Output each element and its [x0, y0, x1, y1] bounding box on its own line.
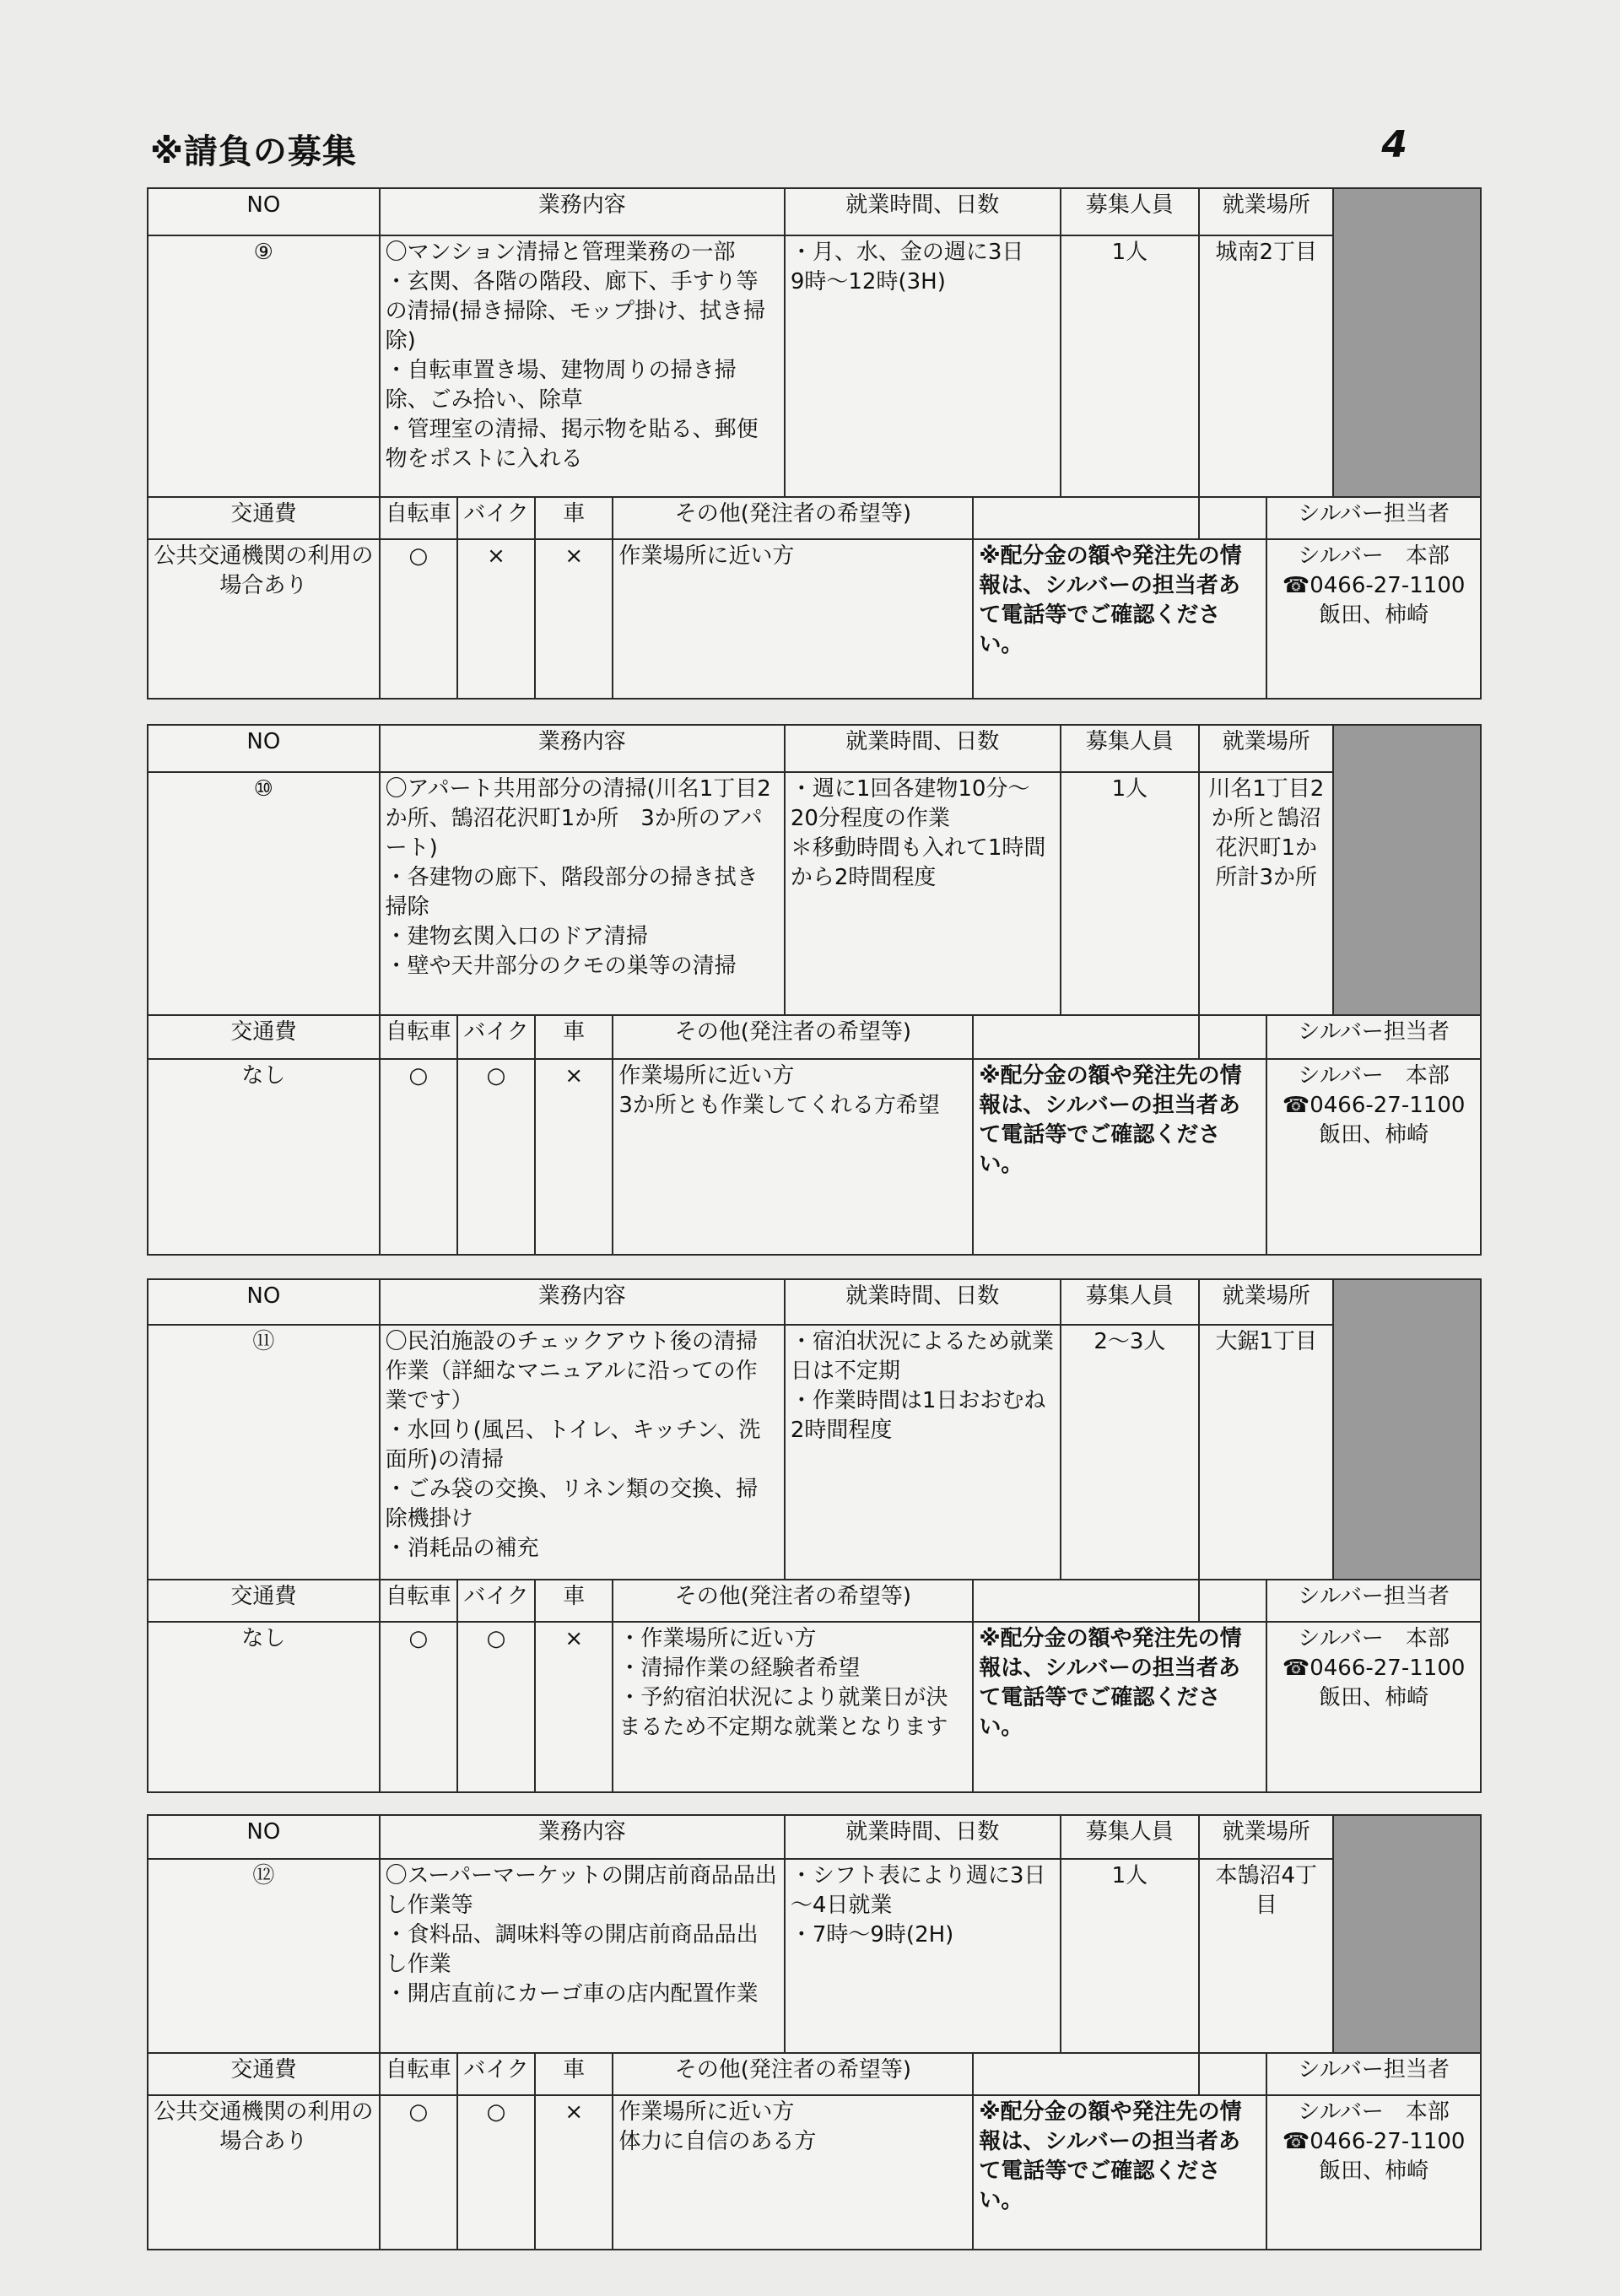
header-hours: 就業時間、日数 [785, 1815, 1061, 1859]
other-requests [613, 1059, 973, 1255]
job-number: ⑫ [148, 1859, 380, 2053]
transport-value: なし [148, 1059, 380, 1255]
header-no: NO [148, 1279, 380, 1325]
header-car: 車 [535, 497, 613, 539]
job-table-11 [147, 1278, 1482, 1793]
people-count: 1人 [1061, 1859, 1199, 2053]
header-no: NO [148, 1815, 380, 1859]
job-table-9 [147, 187, 1482, 700]
other-requests [613, 2095, 973, 2250]
contact-phone: ☎0466-27-1100 [1282, 2129, 1466, 2154]
shaded-cell [1333, 1815, 1481, 2053]
header-bicycle: 自転車 [380, 1015, 457, 1059]
work-place: 城南2丁目 [1199, 235, 1333, 497]
work-line: ・管理室の清掃、掲示物を貼る、郵便物をポストに入れる [385, 417, 759, 472]
transport-value: 公共交通機関の利用の場合あり [148, 539, 380, 699]
header-staff: シルバー担当者 [1266, 497, 1481, 539]
hours-line: ・7時～9時(2H) [790, 1922, 954, 1948]
shaded-cell [1333, 725, 1481, 1015]
work-line: ・消耗品の補充 [385, 1536, 539, 1561]
hours-line: ・シフト表により週に3日～4日就業 [790, 1863, 1046, 1918]
header-car: 車 [535, 2053, 613, 2095]
work-line: ・ごみ袋の交換、リネン類の交換、掃除機掛け [385, 1477, 759, 1532]
car-mark: × [535, 539, 613, 699]
notice-text: ※配分金の額や発注先の情報は、シルバーの担当者あて電話等でご確認ください。 [973, 2095, 1266, 2250]
car-mark: × [535, 2095, 613, 2250]
bicycle-mark: ○ [380, 539, 457, 699]
job-table-10 [147, 724, 1482, 1256]
header-other: その他(発注者の希望等) [613, 2053, 973, 2095]
header-people: 募集人員 [1061, 1815, 1199, 1859]
contact-names: 飯田、柿崎 [1319, 1685, 1429, 1710]
header-people: 募集人員 [1061, 1279, 1199, 1325]
people-count: 1人 [1061, 772, 1199, 1015]
request-line: 作業場所に近い方 [618, 543, 795, 569]
contact-names: 飯田、柿崎 [1319, 1122, 1429, 1148]
work-place: 本鵠沼4丁目 [1199, 1859, 1333, 2053]
job-number: ⑩ [148, 772, 380, 1015]
header-other: その他(発注者の希望等) [613, 1015, 973, 1059]
work-line: ・建物玄関入口のドア清掃 [385, 924, 648, 949]
notice-text: ※配分金の額や発注先の情報は、シルバーの担当者あて電話等でご確認ください。 [973, 1059, 1266, 1255]
work-line: ・玄関、各階の階段、廊下、手すり等の清掃(掃き掃除、モップ掛け、拭き掃除) [385, 269, 765, 354]
request-line: 3か所とも作業してくれる方希望 [618, 1093, 940, 1118]
car-mark: × [535, 1622, 613, 1792]
contact-info [1266, 1059, 1481, 1255]
contact-info [1266, 539, 1481, 699]
work-line: 〇民泊施設のチェックアウト後の清掃作業（詳細なマニュアルに沿っての作業です） [385, 1329, 758, 1413]
header-place: 就業場所 [1199, 188, 1333, 235]
contact-phone: ☎0466-27-1100 [1282, 573, 1466, 598]
work-content [380, 1859, 785, 2053]
request-line: ・作業場所に近い方 [618, 1626, 817, 1651]
header-hours: 就業時間、日数 [785, 188, 1061, 235]
bicycle-mark: ○ [380, 1059, 457, 1255]
header-people: 募集人員 [1061, 188, 1199, 235]
transport-value: 公共交通機関の利用の場合あり [148, 2095, 380, 2250]
header-other: その他(発注者の希望等) [613, 497, 973, 539]
bicycle-mark: ○ [380, 1622, 457, 1792]
contact-office: シルバー 本部 [1298, 1626, 1450, 1651]
contact-names: 飯田、柿崎 [1319, 2158, 1429, 2184]
header-motorbike: バイク [457, 2053, 535, 2095]
motorbike-mark: ○ [457, 2095, 535, 2250]
work-line: ・水回り(風呂、トイレ、キッチン、洗面所)の清掃 [385, 1418, 761, 1472]
header-hours: 就業時間、日数 [785, 725, 1061, 772]
contact-info [1266, 1622, 1481, 1792]
bicycle-mark: ○ [380, 2095, 457, 2250]
header-transport: 交通費 [148, 1580, 380, 1622]
page-title: ※請負の募集 [150, 132, 357, 171]
contact-info [1266, 2095, 1481, 2250]
work-line: 〇スーパーマーケットの開店前商品品出し作業等 [385, 1863, 777, 1918]
page-header [150, 125, 1407, 176]
work-line: ・自転車置き場、建物周りの掃き掃除、ごみ拾い、除草 [385, 358, 737, 413]
shaded-cell [1333, 188, 1481, 497]
work-place: 大鋸1丁目 [1199, 1325, 1333, 1580]
contact-office: シルバー 本部 [1298, 1063, 1450, 1089]
hours-line: ・週に1回各建物10分～20分程度の作業 [790, 776, 1030, 831]
header-place: 就業場所 [1199, 725, 1333, 772]
work-content [380, 235, 785, 497]
work-line: ・各建物の廊下、階段部分の掃き拭き掃除 [385, 865, 759, 920]
header-motorbike: バイク [457, 1580, 535, 1622]
header-motorbike: バイク [457, 1015, 535, 1059]
hours-line: ＊移動時間も入れて1時間から2時間程度 [790, 835, 1046, 890]
header-place: 就業場所 [1199, 1815, 1333, 1859]
header-no: NO [148, 725, 380, 772]
contact-names: 飯田、柿崎 [1319, 602, 1429, 628]
job-number: ⑪ [148, 1325, 380, 1580]
request-line: 体力に自信のある方 [618, 2129, 817, 2154]
people-count: 1人 [1061, 235, 1199, 497]
request-line: ・予約宿泊状況により就業日が決まるため不定期な就業となります [618, 1685, 948, 1740]
contact-phone: ☎0466-27-1100 [1282, 1093, 1466, 1118]
header-work: 業務内容 [380, 1279, 785, 1325]
request-line: ・清掃作業の経験者希望 [618, 1656, 861, 1681]
contact-office: シルバー 本部 [1298, 2099, 1450, 2125]
header-hours: 就業時間、日数 [785, 1279, 1061, 1325]
header-bicycle: 自転車 [380, 2053, 457, 2095]
header-transport: 交通費 [148, 1015, 380, 1059]
hours-line: ・月、水、金の週に3日 [790, 240, 1024, 265]
hours-line: ・作業時間は1日おおむね2時間程度 [790, 1388, 1046, 1443]
work-line: ・開店直前にカーゴ車の店内配置作業 [385, 1981, 759, 2007]
header-bicycle: 自転車 [380, 1580, 457, 1622]
motorbike-mark: ○ [457, 1059, 535, 1255]
header-transport: 交通費 [148, 497, 380, 539]
request-line: 作業場所に近い方 [618, 2099, 795, 2125]
header-no: NO [148, 188, 380, 235]
header-transport: 交通費 [148, 2053, 380, 2095]
work-hours [785, 1859, 1061, 2053]
header-work: 業務内容 [380, 725, 785, 772]
work-hours [785, 1325, 1061, 1580]
header-car: 車 [535, 1580, 613, 1622]
other-requests [613, 539, 973, 699]
contact-office: シルバー 本部 [1298, 543, 1450, 569]
hours-line: 9時～12時(3H) [790, 269, 946, 294]
page-number: 4 [1381, 123, 1407, 166]
header-staff: シルバー担当者 [1266, 1580, 1481, 1622]
header-work: 業務内容 [380, 188, 785, 235]
request-line: 作業場所に近い方 [618, 1063, 795, 1089]
work-content [380, 772, 785, 1015]
work-line: ・食料品、調味料等の開店前商品品出し作業 [385, 1922, 759, 1977]
people-count: 2～3人 [1061, 1325, 1199, 1580]
header-people: 募集人員 [1061, 725, 1199, 772]
work-line: 〇アパート共用部分の清掃(川名1丁目2か所、鵠沼花沢町1か所 3か所のアパート) [385, 776, 771, 861]
transport-value: なし [148, 1622, 380, 1792]
header-work: 業務内容 [380, 1815, 785, 1859]
other-requests [613, 1622, 973, 1792]
hours-line: ・宿泊状況によるため就業日は不定期 [790, 1329, 1054, 1384]
job-number: ⑨ [148, 235, 380, 497]
header-motorbike: バイク [457, 497, 535, 539]
work-line: ・壁や天井部分のクモの巣等の清掃 [385, 954, 737, 979]
header-place: 就業場所 [1199, 1279, 1333, 1325]
header-car: 車 [535, 1015, 613, 1059]
work-hours [785, 772, 1061, 1015]
job-table-12 [147, 1814, 1482, 2250]
work-hours [785, 235, 1061, 497]
header-other: その他(発注者の希望等) [613, 1580, 973, 1622]
notice-text: ※配分金の額や発注先の情報は、シルバーの担当者あて電話等でご確認ください。 [973, 1622, 1266, 1792]
car-mark: × [535, 1059, 613, 1255]
shaded-cell [1333, 1279, 1481, 1580]
work-place: 川名1丁目2か所と鵠沼花沢町1か所計3か所 [1199, 772, 1333, 1015]
header-staff: シルバー担当者 [1266, 2053, 1481, 2095]
header-staff: シルバー担当者 [1266, 1015, 1481, 1059]
motorbike-mark: ○ [457, 1622, 535, 1792]
work-line: 〇マンション清掃と管理業務の一部 [385, 240, 736, 265]
header-bicycle: 自転車 [380, 497, 457, 539]
work-content [380, 1325, 785, 1580]
motorbike-mark: × [457, 539, 535, 699]
notice-text: ※配分金の額や発注先の情報は、シルバーの担当者あて電話等でご確認ください。 [973, 539, 1266, 699]
contact-phone: ☎0466-27-1100 [1282, 1656, 1466, 1681]
